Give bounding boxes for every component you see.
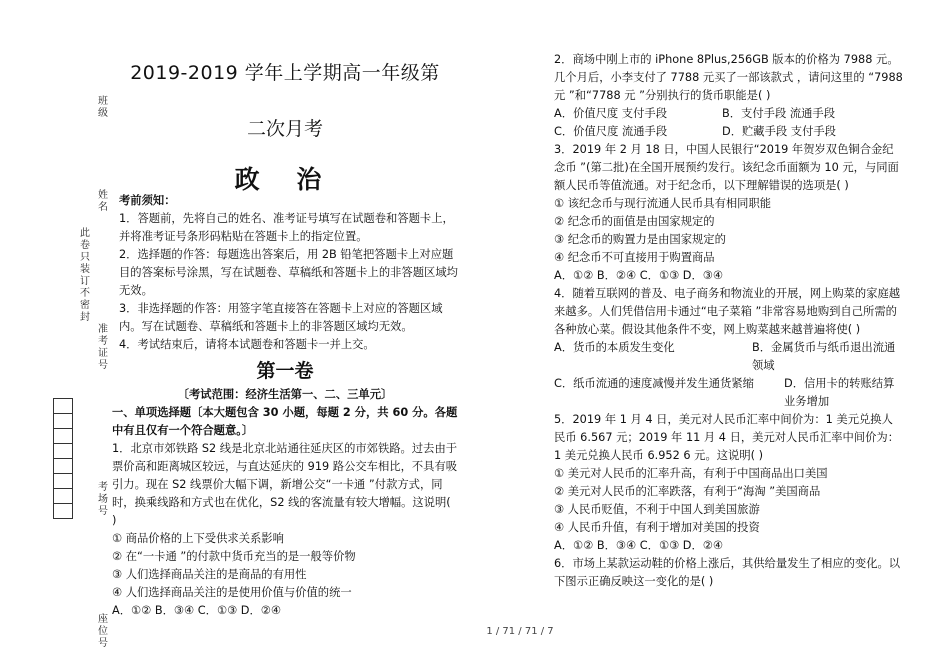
section1-heading: 一、单项选择题〔本大题包含 30 小题，每题 2 分，共 60 分。各题中有且仅有一个符合题意。〕 [112, 406, 458, 437]
exam-range: 〔考试范围：经济生活第一、二、三单元〕 [177, 388, 393, 401]
q2-option-c: C．价值尺度 流通手段 [554, 125, 668, 138]
q3-option-2: ② 纪念币的面值是由国家规定的 [554, 215, 715, 228]
q1-option-2: ② 在“一卡通 ”的付款中货币充当的是一般等价物 [112, 550, 356, 563]
q4-option-a: A．货币的本质发生变化 [554, 341, 675, 354]
q1-stem: 1．北京市郊铁路 S2 线是北京北站通往延庆区的市郊铁路。过去由于票价高和距离城区较远，与直达延庆的 919 路公交车相比，不具有吸引力。现在 S2 线票价大幅下调，新增公交“一卡通 ”付款方式，同时，换乘线路和方式也在优化，S2 线的客流量有较大增幅。这说明( ) [112, 442, 458, 527]
instruction-item-4: 4．考试结束后，请将本试题卷和答题卡一并上交。 [119, 338, 375, 351]
seal-notice: 此卷只装订不密封 [80, 228, 90, 323]
exam-title-line2: 二次月考 [246, 118, 323, 140]
q1-answers: A．①② B．③④ C．①③ D．②④ [112, 604, 282, 617]
volume-title: 第一卷 [256, 360, 314, 382]
q2-options-row1 [554, 105, 904, 123]
q5-option-2: ② 美元对人民币的汇率跌落，有利于“海淘 ”美国商品 [554, 485, 821, 498]
section1 [112, 404, 458, 620]
q5-option-4: ④ 人民币升值，有利于增加对美国的投资 [554, 521, 760, 534]
q1-option-1: ① 商品价格的上下受供求关系影响 [112, 532, 284, 545]
instruction-item-1: 1．答题前，先将自己的姓名、准考证号填写在试题卷和答题卡上，并将准考证号条形码粘贴在答题卡上的指定位置。 [119, 212, 454, 243]
q2-stem: 2．商场中刚上市的 iPhone 8Plus,256GB 版本的价格为 7988 元。几个月后，小李支付了 7788 元买了一部该款式 ，请问这里的 “7988 元 ”和“7788 元 ”分别执行的货币职能是( ) [554, 53, 903, 102]
instructions-heading: 考前须知： [119, 194, 176, 207]
q1-option-4: ④ 人们选择商品关注的是使用价值与价值的统一 [112, 586, 352, 599]
q3-option-1: ① 该纪念币与现行流通人民币具有相同职能 [554, 197, 772, 210]
exam-number-boxes [53, 398, 73, 519]
q5-option-3: ③ 人民币贬值，不利于中国人到美国旅游 [554, 503, 760, 516]
q3-stem: 3．2019 年 2 月 18 日，中国人民银行“2019 年贺岁双色铜合金纪念币 ”(第二批)在全国开展预约发行。该纪念币面额为 10 元，与同面额人民币等值流通。对于纪念币，以下理解错误的选项是( ) [554, 143, 899, 192]
q2-option-d: D．贮藏手段 支付手段 [722, 125, 836, 138]
q2-option-b: B．支付手段 流通手段 [722, 107, 836, 120]
q2-option-a: A．价值尺度 支付手段 [554, 107, 667, 120]
room-label: 考场号 [98, 482, 108, 517]
seat-label: 座位号 [98, 614, 108, 649]
subject-title: 政 治 [234, 165, 336, 194]
q5-stem: 5．2019 年 1 月 4 日，美元对人民币汇率中间价为：1 美元兑换人民币 6.567 元；2019 年 11 月 4 日，美元对人民币汇率中间价为：1 美元兑换人民币 6.952 6 元。这说明( ) [554, 413, 900, 462]
page-footer: 1 / 71 / 71 / 7 [486, 626, 554, 637]
q4-options-row1 [554, 339, 904, 375]
q4-option-d: D．信用卡的转账结算业务增加 [784, 377, 895, 408]
q1-option-3: ③ 人们选择商品关注的是商品的有用性 [112, 568, 307, 581]
q4-options-row2 [554, 375, 904, 411]
instruction-item-3: 3．非选择题的作答：用签字笔直接答在答题卡上对应的答题区域内。写在试题卷、草稿纸和答题卡上的非答题区域均无效。 [119, 302, 443, 333]
name-label: 姓名 [98, 190, 108, 213]
instruction-item-2: 2．选择题的作答：每题选出答案后，用 2B 铅笔把答题卡上对应题目的答案标号涂黑，写在试题卷、草稿纸和答题卡上的非答题区域均无效。 [119, 248, 458, 297]
exam-id-label: 准考证号 [98, 324, 108, 371]
class-label: 班级 [98, 96, 108, 119]
q4-option-b: B．金属货币与纸币退出流通领域 [752, 341, 896, 372]
q4-option-c: C．纸币流通的速度减慢并发生通货紧缩 [554, 377, 754, 390]
exam-title-line1: 2019-2019 学年上学期高一年级第 [130, 62, 440, 84]
q5-option-1: ① 美元对人民币的汇率升高，有利于中国商品出口美国 [554, 467, 828, 480]
q3-option-3: ③ 纪念币的购置力是由国家规定的 [554, 233, 726, 246]
instructions [112, 192, 458, 354]
right-column [554, 51, 904, 591]
q5-answers: A．①② B．③④ C．①③ D．②④ [554, 539, 724, 552]
q3-answers: A．①② B．②④ C．①③ D．③④ [554, 269, 724, 282]
q6-stem: 6．市场上某款运动鞋的价格上涨后，其供给量发生了相应的变化。以下图示正确反映这一变化的是( ) [554, 557, 901, 588]
q4-stem: 4．随着互联网的普及、电子商务和物流业的开展，网上购菜的家庭越来越多。人们凭借信用卡通过“电子菜箱 ”非常容易地购到自己所需的各种放心菜。假设其他条件不变，网上购菜越来越普遍将使( ) [554, 287, 901, 336]
q2-options-row2 [554, 123, 904, 141]
q3-option-4: ④ 纪念币不可直接用于购置商品 [554, 251, 715, 264]
